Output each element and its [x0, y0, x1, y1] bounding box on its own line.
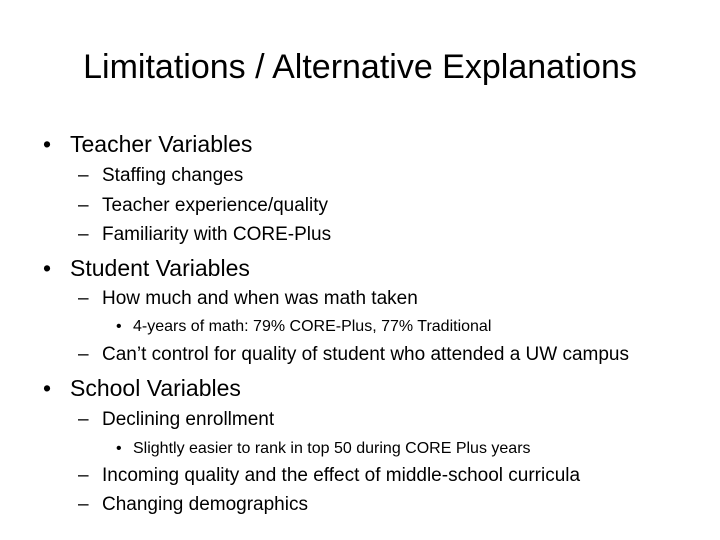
- bullet-marker: •: [43, 375, 52, 401]
- dash-marker: –: [78, 494, 89, 515]
- dash-marker: –: [78, 165, 89, 186]
- bullet-teacher-variables: [0, 130, 720, 158]
- sub-list-item-text: Slightly easier to rank in top 50 during CORE Plus years: [133, 440, 531, 457]
- dash-marker: –: [78, 195, 89, 216]
- bullet-school-variables: [0, 374, 720, 402]
- list-item: [0, 287, 720, 311]
- section-heading: School Variables: [70, 375, 241, 401]
- list-item-text: Teacher experience/quality: [102, 195, 329, 216]
- list-item: [0, 408, 720, 432]
- sub-list-item-text: 4-years of math: 79% CORE-Plus, 77% Traditional: [133, 318, 492, 335]
- section-heading: Teacher Variables: [70, 131, 253, 157]
- section-heading: Student Variables: [70, 255, 250, 281]
- bullet-marker: •: [43, 131, 52, 157]
- list-item: [0, 223, 720, 247]
- list-item: [0, 194, 720, 218]
- bullet-student-variables: [0, 254, 720, 282]
- bullet-marker: •: [43, 255, 52, 281]
- list-item: [0, 464, 720, 488]
- list-item: [0, 343, 720, 367]
- list-item-text: Familiarity with CORE-Plus: [102, 224, 332, 245]
- list-item-text: Incoming quality and the effect of middle-school curricula: [102, 465, 581, 486]
- list-item-text: Changing demographics: [102, 494, 308, 515]
- list-item: [0, 493, 720, 517]
- list-item-text: Declining enrollment: [102, 409, 275, 430]
- list-item-text: Staffing changes: [102, 165, 244, 186]
- sub-list-item: [0, 317, 720, 337]
- list-item-text: How much and when was math taken: [102, 288, 418, 309]
- list-item-text: Can’t control for quality of student who attended a UW campus: [102, 344, 629, 365]
- sub-bullet-marker: •: [116, 440, 122, 457]
- slide-title: Limitations / Alternative Explanations: [83, 48, 637, 86]
- dash-marker: –: [78, 224, 89, 245]
- sub-list-item: [0, 439, 720, 459]
- dash-marker: –: [78, 465, 89, 486]
- dash-marker: –: [78, 409, 89, 430]
- dash-marker: –: [78, 288, 89, 309]
- sub-bullet-marker: •: [116, 318, 122, 335]
- list-item: [0, 164, 720, 188]
- dash-marker: –: [78, 344, 89, 365]
